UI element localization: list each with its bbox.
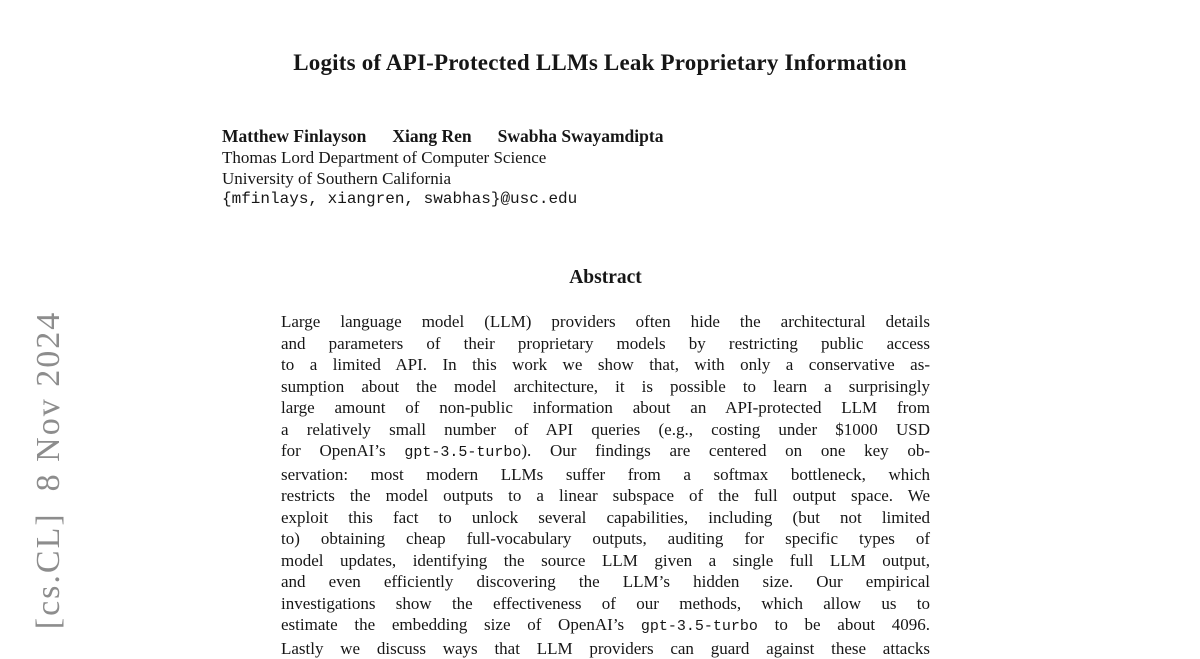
author-emails: {mfinlays, xiangren, swabhas}@usc.edu [222, 189, 663, 210]
abstract-body [281, 311, 930, 659]
arxiv-watermark: [cs.CL] 8 Nov 2024 [30, 311, 68, 629]
text-segment: and parameters of their proprietary models by restricting public access [281, 334, 930, 353]
author-block [222, 126, 663, 210]
affiliation-department: Thomas Lord Department of Computer Science [222, 147, 663, 168]
abstract-line [281, 464, 930, 486]
abstract-line [281, 485, 930, 507]
inline-code: gpt-3.5-turbo [641, 618, 758, 635]
text-segment: estimate the embedding size of OpenAI’s [281, 615, 641, 634]
abstract-line [281, 571, 930, 593]
abstract-line [281, 638, 930, 659]
abstract-line [281, 333, 930, 355]
text-segment: to) obtaining cheap full-vocabulary outputs, auditing for specific types of [281, 529, 930, 548]
text-segment: model updates, identifying the source LLM given a single full LLM output, [281, 551, 930, 570]
author-name: Matthew Finlayson [222, 126, 366, 147]
abstract-line [281, 507, 930, 529]
abstract-line [281, 376, 930, 398]
text-segment: restricts the model outputs to a linear subspace of the full output space. We [281, 486, 930, 505]
text-segment: Large language model (LLM) providers often hide the architectural details [281, 312, 930, 331]
affiliation-university: University of Southern California [222, 168, 663, 189]
text-segment: and even efficiently discovering the LLM’s hidden size. Our empirical [281, 572, 930, 591]
inline-code: gpt-3.5-turbo [404, 444, 521, 461]
text-segment: sumption about the model architecture, it is possible to learn a surprisingly [281, 377, 930, 396]
text-segment: to a limited API. In this work we show that, with only a conservative as- [281, 355, 930, 374]
abstract-line [281, 550, 930, 572]
text-segment: Lastly we discuss ways that LLM providers can guard against these attacks [281, 639, 930, 658]
abstract-line [281, 419, 930, 441]
text-segment: a relatively small number of API queries (e.g., costing under $1000 USD [281, 420, 930, 439]
text-segment: exploit this fact to unlock several capabilities, including (but not limited [281, 508, 930, 527]
abstract-heading: Abstract [281, 267, 930, 289]
abstract-line [281, 354, 930, 376]
text-segment: large amount of non-public information about an API-protected LLM from [281, 398, 930, 417]
abstract-line [281, 397, 930, 419]
author-name: Swabha Swayamdipta [498, 126, 664, 147]
abstract-line [281, 614, 930, 638]
abstract-line [281, 311, 930, 333]
text-segment: to be about 4096. [758, 615, 930, 634]
text-segment: for OpenAI’s [281, 441, 404, 460]
author-names-row [222, 126, 663, 147]
text-segment: ). Our findings are centered on one key ob- [521, 441, 930, 460]
text-segment: servation: most modern LLMs suffer from a softmax bottleneck, which [281, 465, 930, 484]
abstract-line [281, 528, 930, 550]
paper-title: Logits of API-Protected LLMs Leak Proprietary Information [0, 50, 1200, 76]
abstract-line [281, 440, 930, 464]
text-segment: investigations show the effectiveness of our methods, which allow us to [281, 594, 930, 613]
author-name: Xiang Ren [392, 126, 471, 147]
abstract-line [281, 593, 930, 615]
